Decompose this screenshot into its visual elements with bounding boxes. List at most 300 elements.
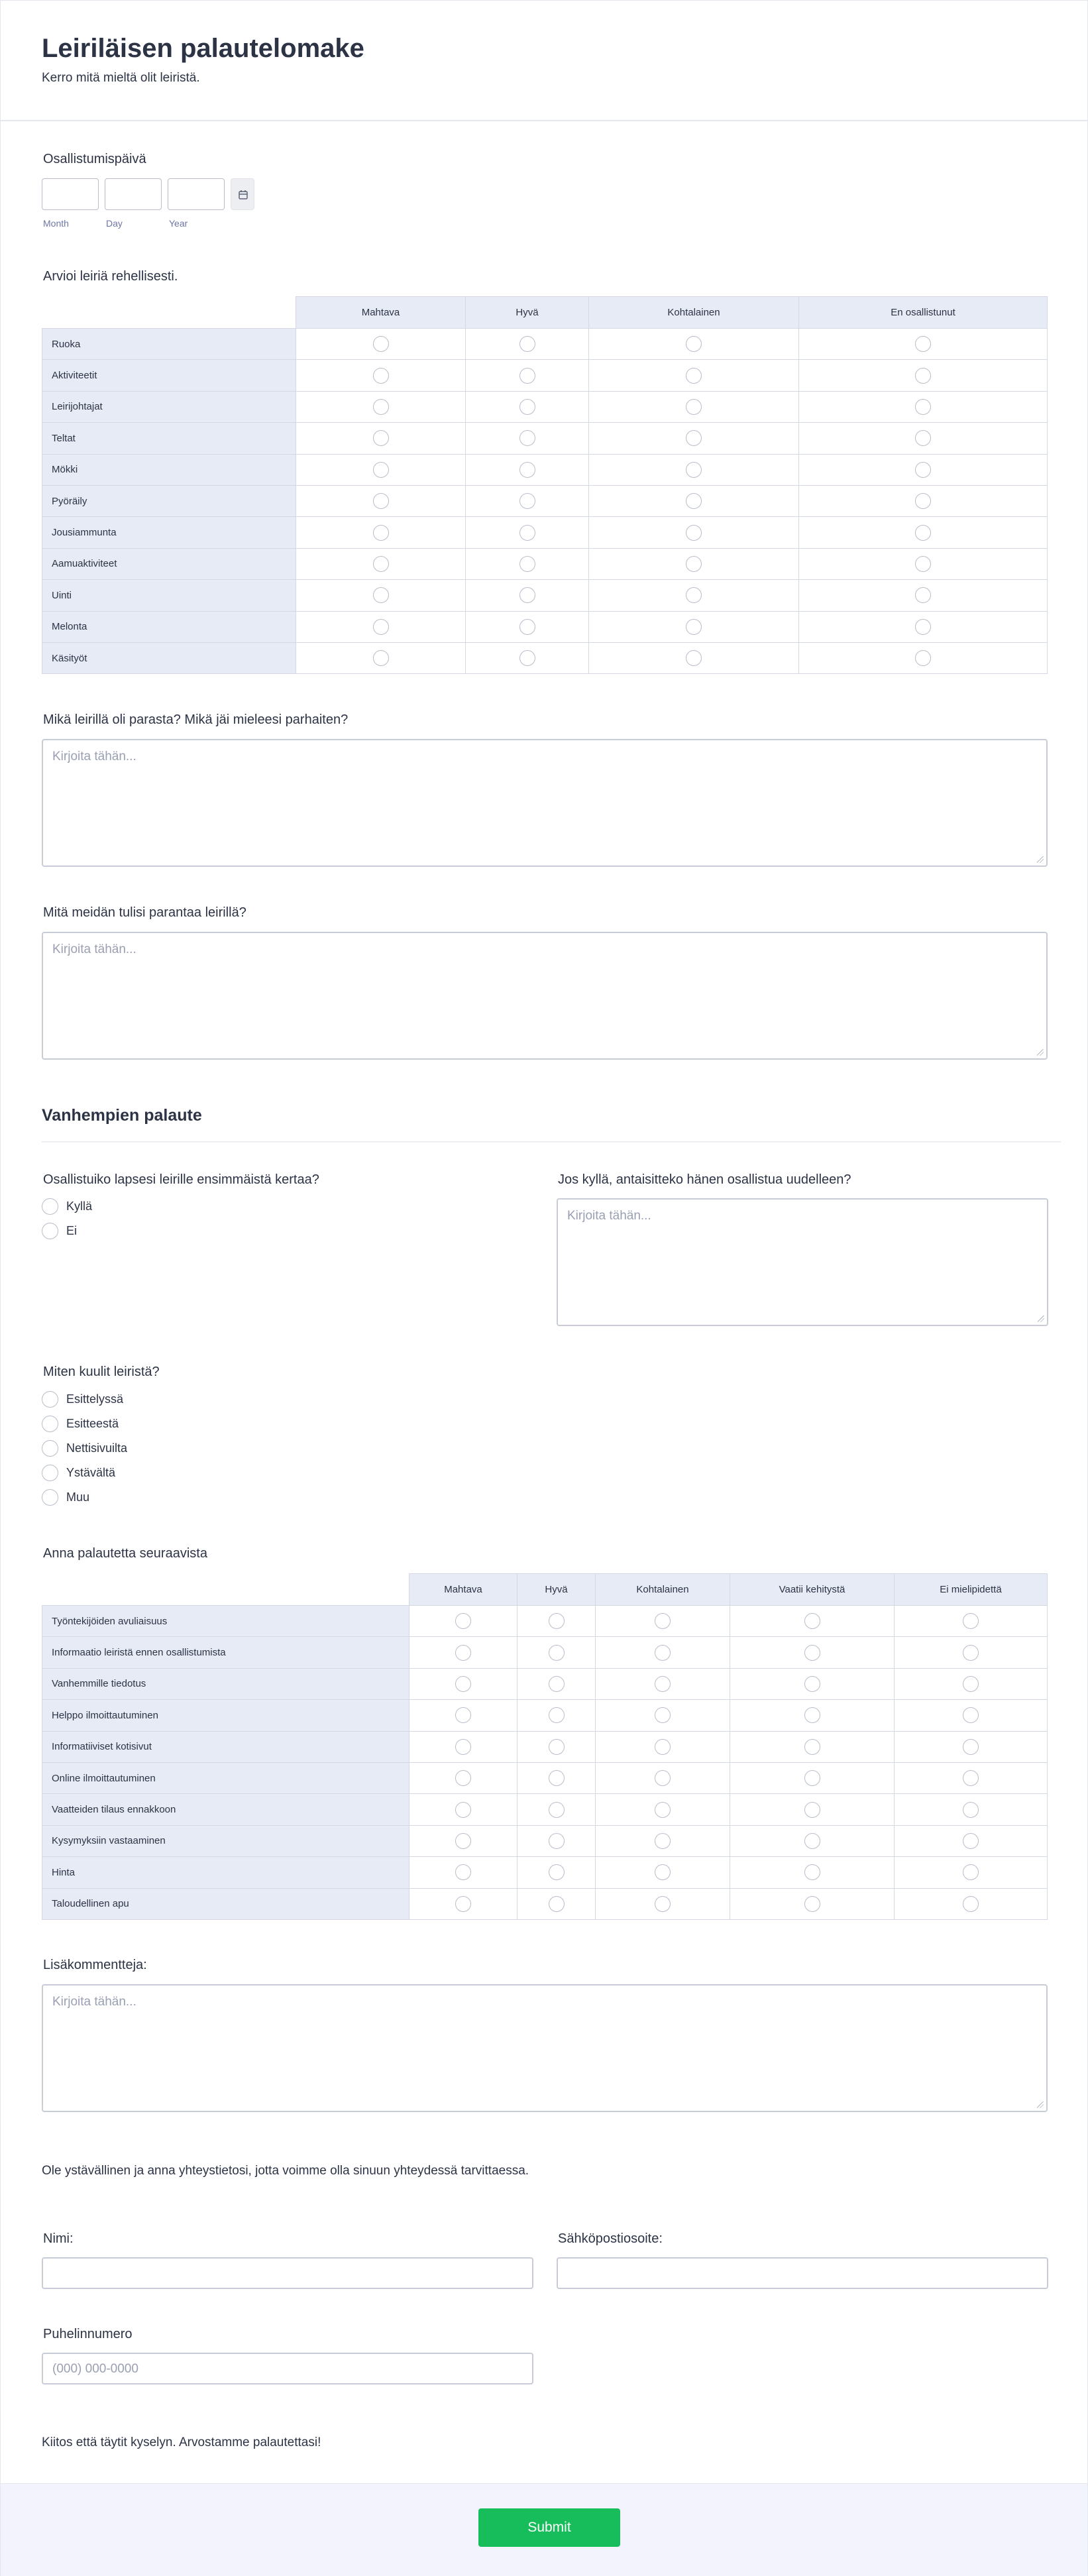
matrix-cell[interactable] <box>730 1762 895 1793</box>
radio-helppo-ilmoittautuminen-ei-mielipidetta[interactable] <box>963 1707 979 1723</box>
radio-hinta-ei-mielipidetta[interactable] <box>963 1864 979 1880</box>
radio-aamuaktiviteet-kohtalainen[interactable] <box>686 556 702 572</box>
matrix-cell[interactable] <box>517 1825 596 1856</box>
contact-intro-text: Ole ystävällinen ja anna yhteystietosi, jotta voimme olla sinuun yhteydessä tarvittaessa. <box>42 2164 529 2178</box>
matrix-row-label: Pyöräily <box>42 485 296 516</box>
radio-option-label: Ei <box>66 1224 78 1237</box>
matrix-column-header: Kohtalainen <box>589 297 799 329</box>
radio-helppo-ilmoittautuminen-kohtalainen[interactable] <box>655 1707 671 1723</box>
radio-online-ilmoittautuminen-kohtalainen[interactable] <box>655 1770 671 1786</box>
radio-button[interactable] <box>42 1198 58 1215</box>
matrix-cell[interactable] <box>517 1888 596 1919</box>
matrix-cell[interactable] <box>895 1888 1048 1919</box>
radio-informaatio-leirista-ennen-osallistumista-mahtava[interactable] <box>455 1645 471 1661</box>
matrix-row-label: Informatiiviset kotisivut <box>42 1731 409 1762</box>
matrix-cell[interactable] <box>296 642 466 673</box>
radio-aktiviteetit-en-osallistunut[interactable] <box>915 368 931 384</box>
radio-kasityot-kohtalainen[interactable] <box>686 650 702 666</box>
matrix-cell[interactable] <box>895 1825 1048 1856</box>
radio-option-muu[interactable] <box>42 1485 127 1510</box>
radio-tyontekijoiden-avuliaisuus-vaatii-kehitysta[interactable] <box>804 1613 820 1629</box>
radio-teltat-en-osallistunut[interactable] <box>915 430 931 446</box>
radio-ruoka-hyva[interactable] <box>519 336 535 352</box>
matrix-cell[interactable] <box>517 1762 596 1793</box>
feedback-matrix <box>42 1573 1048 1920</box>
matrix-cell[interactable] <box>296 329 466 360</box>
radio-option-no[interactable] <box>42 1219 92 1243</box>
email-input[interactable] <box>557 2257 1048 2289</box>
phone-input[interactable] <box>42 2353 533 2384</box>
radio-kasityot-mahtava[interactable] <box>373 650 389 666</box>
radio-tyontekijoiden-avuliaisuus-mahtava[interactable] <box>455 1613 471 1629</box>
radio-option-nettisivuilta[interactable] <box>42 1436 127 1461</box>
matrix-cell[interactable] <box>596 1637 730 1668</box>
matrix-row-label: Informaatio leiristä ennen osallistumista <box>42 1637 409 1668</box>
radio-ruoka-kohtalainen[interactable] <box>686 336 702 352</box>
matrix-row-label: Jousiammunta <box>42 517 296 548</box>
matrix-row <box>42 485 1048 516</box>
matrix-cell[interactable] <box>895 1794 1048 1825</box>
radio-aamuaktiviteet-mahtava[interactable] <box>373 556 389 572</box>
radio-kysymyksiin-vastaaminen-kohtalainen[interactable] <box>655 1833 671 1849</box>
matrix-cell[interactable] <box>409 1794 517 1825</box>
radio-vanhemmille-tiedotus-mahtava[interactable] <box>455 1676 471 1692</box>
matrix-row-label: Ruoka <box>42 329 296 360</box>
radio-jousiammunta-mahtava[interactable] <box>373 525 389 541</box>
matrix-corner <box>42 297 296 329</box>
matrix-cell[interactable] <box>799 454 1048 485</box>
matrix-row <box>42 360 1048 391</box>
matrix-cell[interactable] <box>799 391 1048 422</box>
radio-option-label: Kyllä <box>66 1200 93 1213</box>
matrix-cell[interactable] <box>589 580 799 611</box>
matrix-row-label: Käsityöt <box>42 642 296 673</box>
radio-aktiviteetit-hyva[interactable] <box>519 368 535 384</box>
matrix-row-label: Mökki <box>42 454 296 485</box>
radio-vanhemmille-tiedotus-kohtalainen[interactable] <box>655 1676 671 1692</box>
radio-vaatteiden-tilaus-ennakkoon-ei-mielipidetta[interactable] <box>963 1802 979 1818</box>
camp-rating-matrix <box>42 296 1048 674</box>
matrix-row-label: Online ilmoittautuminen <box>42 1762 409 1793</box>
matrix-cell[interactable] <box>730 1888 895 1919</box>
radio-pyoraily-hyva[interactable] <box>519 493 535 509</box>
matrix-cell[interactable] <box>596 1794 730 1825</box>
radio-button[interactable] <box>42 1391 58 1408</box>
matrix-row <box>42 1794 1048 1825</box>
matrix-row-label: Vanhemmille tiedotus <box>42 1668 409 1699</box>
matrix-row <box>42 1668 1048 1699</box>
email-label: Sähköpostiosoite: <box>558 2231 663 2246</box>
radio-melonta-en-osallistunut[interactable] <box>915 619 931 635</box>
matrix-row-label: Leirijohtajat <box>42 391 296 422</box>
improve-textarea[interactable] <box>42 932 1048 1060</box>
matrix-cell[interactable] <box>799 611 1048 642</box>
matrix-cell[interactable] <box>589 517 799 548</box>
matrix-cell[interactable] <box>730 1731 895 1762</box>
matrix-row-label: Työntekijöiden avuliaisuus <box>42 1606 409 1637</box>
matrix-cell[interactable] <box>730 1794 895 1825</box>
matrix-column-header: Hyvä <box>466 297 589 329</box>
heard-from-options <box>42 1387 127 1510</box>
matrix-cell[interactable] <box>799 423 1048 454</box>
matrix-cell[interactable] <box>466 360 589 391</box>
matrix-column-header: Vaatii kehitystä <box>730 1574 895 1606</box>
radio-vaatteiden-tilaus-ennakkoon-mahtava[interactable] <box>455 1802 471 1818</box>
radio-leirijohtajat-kohtalainen[interactable] <box>686 399 702 415</box>
radio-informaatio-leirista-ennen-osallistumista-kohtalainen[interactable] <box>655 1645 671 1661</box>
radio-informaatio-leirista-ennen-osallistumista-hyva[interactable] <box>549 1645 565 1661</box>
matrix-cell[interactable] <box>895 1857 1048 1888</box>
matrix-row <box>42 454 1048 485</box>
matrix-cell[interactable] <box>517 1637 596 1668</box>
matrix-cell[interactable] <box>596 1888 730 1919</box>
matrix-cell[interactable] <box>466 454 589 485</box>
radio-taloudellinen-apu-mahtava[interactable] <box>455 1896 471 1912</box>
matrix-row <box>42 391 1048 422</box>
resize-handle-icon[interactable] <box>1037 1049 1044 1056</box>
matrix-row <box>42 642 1048 673</box>
resize-handle-icon[interactable] <box>1037 856 1044 863</box>
matrix-row-label: Uinti <box>42 580 296 611</box>
matrix-cell[interactable] <box>589 611 799 642</box>
matrix-cell[interactable] <box>895 1606 1048 1637</box>
calendar-button[interactable] <box>231 178 254 210</box>
matrix-cell[interactable] <box>589 485 799 516</box>
matrix-cell[interactable] <box>517 1668 596 1699</box>
matrix-cell[interactable] <box>730 1700 895 1731</box>
matrix-cell[interactable] <box>517 1700 596 1731</box>
again-textarea[interactable] <box>557 1198 1048 1326</box>
matrix-row <box>42 611 1048 642</box>
radio-button[interactable] <box>42 1416 58 1432</box>
matrix-cell[interactable] <box>409 1762 517 1793</box>
matrix-row-label: Teltat <box>42 423 296 454</box>
matrix-cell[interactable] <box>517 1731 596 1762</box>
form-title: Leiriläisen palautelomake <box>42 34 364 63</box>
matrix-cell[interactable] <box>296 517 466 548</box>
radio-leirijohtajat-en-osallistunut[interactable] <box>915 399 931 415</box>
attendance-date-label: Osallistumispäivä <box>43 152 146 166</box>
radio-kysymyksiin-vastaaminen-mahtava[interactable] <box>455 1833 471 1849</box>
matrix-cell[interactable] <box>895 1668 1048 1699</box>
radio-button[interactable] <box>42 1465 58 1481</box>
matrix-cell[interactable] <box>466 391 589 422</box>
matrix-cell[interactable] <box>409 1825 517 1856</box>
radio-taloudellinen-apu-hyva[interactable] <box>549 1896 565 1912</box>
matrix-cell[interactable] <box>466 485 589 516</box>
radio-informaatio-leirista-ennen-osallistumista-vaatii-kehitysta[interactable] <box>804 1645 820 1661</box>
radio-vanhemmille-tiedotus-vaatii-kehitysta[interactable] <box>804 1676 820 1692</box>
matrix-cell[interactable] <box>799 485 1048 516</box>
radio-mokki-hyva[interactable] <box>519 462 535 478</box>
matrix-cell[interactable] <box>409 1668 517 1699</box>
radio-teltat-hyva[interactable] <box>519 430 535 446</box>
radio-online-ilmoittautuminen-hyva[interactable] <box>549 1770 565 1786</box>
radio-button[interactable] <box>42 1223 58 1239</box>
matrix-row-label: Vaatteiden tilaus ennakkoon <box>42 1794 409 1825</box>
resize-handle-icon[interactable] <box>1038 1316 1044 1322</box>
camp-rating-label: Arvioi leiriä rehellisesti. <box>43 269 178 284</box>
matrix-cell[interactable] <box>799 360 1048 391</box>
matrix-cell[interactable] <box>589 454 799 485</box>
radio-mokki-kohtalainen[interactable] <box>686 462 702 478</box>
matrix-column-header: Mahtava <box>409 1574 517 1606</box>
matrix-cell[interactable] <box>589 360 799 391</box>
radio-hinta-vaatii-kehitysta[interactable] <box>804 1864 820 1880</box>
radio-option-ystavalta[interactable] <box>42 1461 127 1485</box>
radio-informatiiviset-kotisivut-kohtalainen[interactable] <box>655 1739 671 1755</box>
name-label: Nimi: <box>43 2231 74 2246</box>
phone-placeholder: (000) 000-0000 <box>52 2362 138 2376</box>
matrix-cell[interactable] <box>799 517 1048 548</box>
matrix-cell[interactable] <box>296 485 466 516</box>
radio-tyontekijoiden-avuliaisuus-ei-mielipidetta[interactable] <box>963 1613 979 1629</box>
year-sublabel: Year <box>169 218 188 229</box>
best-part-placeholder: Kirjoita tähän... <box>52 750 136 763</box>
matrix-cell[interactable] <box>730 1637 895 1668</box>
radio-teltat-kohtalainen[interactable] <box>686 430 702 446</box>
matrix-row-label: Aktiviteetit <box>42 360 296 391</box>
matrix-row <box>42 1731 1048 1762</box>
comments-label: Lisäkommentteja: <box>43 1958 147 1972</box>
calendar-icon <box>231 179 255 211</box>
radio-uinti-hyva[interactable] <box>519 587 535 603</box>
matrix-row <box>42 1825 1048 1856</box>
radio-mokki-en-osallistunut[interactable] <box>915 462 931 478</box>
matrix-cell[interactable] <box>596 1606 730 1637</box>
matrix-row-label: Taloudellinen apu <box>42 1888 409 1919</box>
matrix-row <box>42 1857 1048 1888</box>
radio-melonta-mahtava[interactable] <box>373 619 389 635</box>
radio-pyoraily-en-osallistunut[interactable] <box>915 493 931 509</box>
matrix-cell[interactable] <box>466 611 589 642</box>
radio-jousiammunta-en-osallistunut[interactable] <box>915 525 931 541</box>
matrix-row <box>42 1637 1048 1668</box>
matrix-cell[interactable] <box>799 642 1048 673</box>
matrix-cell[interactable] <box>296 423 466 454</box>
matrix-cell[interactable] <box>466 548 589 579</box>
matrix-cell[interactable] <box>895 1731 1048 1762</box>
radio-teltat-mahtava[interactable] <box>373 430 389 446</box>
first-time-label: Osallistuiko lapsesi leirille ensimmäistä kertaa? <box>43 1172 319 1187</box>
radio-hinta-hyva[interactable] <box>549 1864 565 1880</box>
radio-informaatio-leirista-ennen-osallistumista-ei-mielipidetta[interactable] <box>963 1645 979 1661</box>
radio-vaatteiden-tilaus-ennakkoon-hyva[interactable] <box>549 1802 565 1818</box>
radio-helppo-ilmoittautuminen-mahtava[interactable] <box>455 1707 471 1723</box>
resize-handle-icon[interactable] <box>1037 2101 1044 2108</box>
day-input[interactable] <box>105 178 162 210</box>
matrix-row-label: Melonta <box>42 611 296 642</box>
matrix-row <box>42 548 1048 579</box>
radio-informatiiviset-kotisivut-vaatii-kehitysta[interactable] <box>804 1739 820 1755</box>
radio-option-esittelyssa[interactable] <box>42 1387 127 1412</box>
month-input[interactable] <box>42 178 99 210</box>
radio-pyoraily-mahtava[interactable] <box>373 493 389 509</box>
radio-vanhemmille-tiedotus-ei-mielipidetta[interactable] <box>963 1676 979 1692</box>
radio-button[interactable] <box>42 1489 58 1506</box>
radio-leirijohtajat-hyva[interactable] <box>519 399 535 415</box>
matrix-cell[interactable] <box>895 1700 1048 1731</box>
radio-kasityot-en-osallistunut[interactable] <box>915 650 931 666</box>
matrix-row-label: Hinta <box>42 1857 409 1888</box>
matrix-cell[interactable] <box>596 1857 730 1888</box>
radio-vanhemmille-tiedotus-hyva[interactable] <box>549 1676 565 1692</box>
radio-option-label: Esittelyssä <box>66 1392 124 1406</box>
year-input[interactable] <box>168 178 225 210</box>
radio-tyontekijoiden-avuliaisuus-hyva[interactable] <box>549 1613 565 1629</box>
matrix-cell[interactable] <box>466 642 589 673</box>
matrix-column-header: En osallistunut <box>799 297 1048 329</box>
matrix-cell[interactable] <box>466 423 589 454</box>
radio-helppo-ilmoittautuminen-hyva[interactable] <box>549 1707 565 1723</box>
radio-online-ilmoittautuminen-ei-mielipidetta[interactable] <box>963 1770 979 1786</box>
radio-option-esitteesta[interactable] <box>42 1412 127 1436</box>
comments-placeholder: Kirjoita tähän... <box>52 1995 136 2009</box>
matrix-cell[interactable] <box>596 1762 730 1793</box>
matrix-cell[interactable] <box>596 1731 730 1762</box>
matrix-cell[interactable] <box>409 1731 517 1762</box>
matrix-cell[interactable] <box>589 423 799 454</box>
matrix-cell[interactable] <box>895 1762 1048 1793</box>
month-sublabel: Month <box>43 218 69 229</box>
radio-jousiammunta-hyva[interactable] <box>519 525 535 541</box>
thanks-text: Kiitos että täytit kyselyn. Arvostamme palautettasi! <box>42 2436 321 2449</box>
radio-vaatteiden-tilaus-ennakkoon-kohtalainen[interactable] <box>655 1802 671 1818</box>
matrix-row <box>42 517 1048 548</box>
matrix-cell[interactable] <box>799 580 1048 611</box>
radio-tyontekijoiden-avuliaisuus-kohtalainen[interactable] <box>655 1613 671 1629</box>
matrix-row <box>42 1888 1048 1919</box>
radio-taloudellinen-apu-vaatii-kehitysta[interactable] <box>804 1896 820 1912</box>
name-input[interactable] <box>42 2257 533 2289</box>
matrix-cell[interactable] <box>466 329 589 360</box>
matrix-cell[interactable] <box>517 1857 596 1888</box>
radio-option-label: Esitteestä <box>66 1417 119 1430</box>
matrix-column-header: Hyvä <box>517 1574 596 1606</box>
matrix-cell[interactable] <box>409 1857 517 1888</box>
radio-vaatteiden-tilaus-ennakkoon-vaatii-kehitysta[interactable] <box>804 1802 820 1818</box>
radio-online-ilmoittautuminen-vaatii-kehitysta[interactable] <box>804 1770 820 1786</box>
radio-ruoka-mahtava[interactable] <box>373 336 389 352</box>
radio-online-ilmoittautuminen-mahtava[interactable] <box>455 1770 471 1786</box>
radio-button[interactable] <box>42 1440 58 1457</box>
matrix-cell[interactable] <box>589 548 799 579</box>
radio-uinti-en-osallistunut[interactable] <box>915 587 931 603</box>
matrix-cell[interactable] <box>589 329 799 360</box>
again-placeholder: Kirjoita tähän... <box>567 1209 651 1223</box>
radio-melonta-kohtalainen[interactable] <box>686 619 702 635</box>
matrix-cell[interactable] <box>596 1825 730 1856</box>
matrix-row <box>42 423 1048 454</box>
form-subtitle: Kerro mitä mieltä olit leiristä. <box>42 71 200 85</box>
radio-taloudellinen-apu-kohtalainen[interactable] <box>655 1896 671 1912</box>
improve-label: Mitä meidän tulisi parantaa leirillä? <box>43 905 246 920</box>
again-label: Jos kyllä, antaisitteko hänen osallistua uudelleen? <box>558 1172 851 1187</box>
matrix-cell[interactable] <box>296 580 466 611</box>
comments-textarea[interactable] <box>42 1984 1048 2112</box>
matrix-cell[interactable] <box>589 642 799 673</box>
best-part-label: Mikä leirillä oli parasta? Mikä jäi mieleesi parhaiten? <box>43 712 349 727</box>
matrix-cell[interactable] <box>409 1700 517 1731</box>
matrix-cell[interactable] <box>466 517 589 548</box>
radio-kysymyksiin-vastaaminen-ei-mielipidetta[interactable] <box>963 1833 979 1849</box>
matrix-column-header: Kohtalainen <box>596 1574 730 1606</box>
radio-aamuaktiviteet-en-osallistunut[interactable] <box>915 556 931 572</box>
radio-informatiiviset-kotisivut-mahtava[interactable] <box>455 1739 471 1755</box>
radio-uinti-mahtava[interactable] <box>373 587 389 603</box>
matrix-cell[interactable] <box>466 580 589 611</box>
radio-helppo-ilmoittautuminen-vaatii-kehitysta[interactable] <box>804 1707 820 1723</box>
matrix-cell[interactable] <box>596 1668 730 1699</box>
matrix-row <box>42 329 1048 360</box>
matrix-column-header: Mahtava <box>296 297 466 329</box>
radio-taloudellinen-apu-ei-mielipidetta[interactable] <box>963 1896 979 1912</box>
radio-kysymyksiin-vastaaminen-hyva[interactable] <box>549 1833 565 1849</box>
radio-aktiviteetit-kohtalainen[interactable] <box>686 368 702 384</box>
radio-option-label: Ystävältä <box>66 1466 116 1479</box>
radio-pyoraily-kohtalainen[interactable] <box>686 493 702 509</box>
radio-melonta-hyva[interactable] <box>519 619 535 635</box>
radio-option-label: Muu <box>66 1490 90 1504</box>
improve-placeholder: Kirjoita tähän... <box>52 942 136 956</box>
matrix-cell[interactable] <box>296 360 466 391</box>
matrix-cell[interactable] <box>409 1606 517 1637</box>
matrix-cell[interactable] <box>517 1606 596 1637</box>
radio-leirijohtajat-mahtava[interactable] <box>373 399 389 415</box>
matrix-cell[interactable] <box>296 391 466 422</box>
matrix-cell[interactable] <box>409 1637 517 1668</box>
best-part-textarea[interactable] <box>42 739 1048 867</box>
matrix-cell[interactable] <box>296 611 466 642</box>
matrix-cell[interactable] <box>730 1668 895 1699</box>
radio-ruoka-en-osallistunut[interactable] <box>915 336 931 352</box>
matrix-row-label: Kysymyksiin vastaaminen <box>42 1825 409 1856</box>
radio-uinti-kohtalainen[interactable] <box>686 587 702 603</box>
radio-aamuaktiviteet-hyva[interactable] <box>519 556 535 572</box>
submit-button[interactable]: Submit <box>478 2508 620 2547</box>
matrix-row <box>42 1700 1048 1731</box>
matrix-cell[interactable] <box>409 1888 517 1919</box>
matrix-cell[interactable] <box>895 1637 1048 1668</box>
radio-option-yes[interactable] <box>42 1194 92 1219</box>
matrix-cell[interactable] <box>589 391 799 422</box>
matrix-cell[interactable] <box>296 454 466 485</box>
day-sublabel: Day <box>106 218 123 229</box>
matrix-cell[interactable] <box>799 329 1048 360</box>
matrix-cell[interactable] <box>799 548 1048 579</box>
radio-aktiviteetit-mahtava[interactable] <box>373 368 389 384</box>
radio-kasityot-hyva[interactable] <box>519 650 535 666</box>
radio-hinta-kohtalainen[interactable] <box>655 1864 671 1880</box>
matrix-cell[interactable] <box>730 1606 895 1637</box>
radio-informatiiviset-kotisivut-hyva[interactable] <box>549 1739 565 1755</box>
radio-kysymyksiin-vastaaminen-vaatii-kehitysta[interactable] <box>804 1833 820 1849</box>
matrix-cell[interactable] <box>596 1700 730 1731</box>
matrix-row-label: Aamuaktiviteet <box>42 548 296 579</box>
section-divider <box>42 1141 1061 1143</box>
matrix-cell[interactable] <box>730 1825 895 1856</box>
matrix-column-header: Ei mielipidettä <box>895 1574 1048 1606</box>
radio-jousiammunta-kohtalainen[interactable] <box>686 525 702 541</box>
radio-mokki-mahtava[interactable] <box>373 462 389 478</box>
matrix-cell[interactable] <box>296 548 466 579</box>
radio-hinta-mahtava[interactable] <box>455 1864 471 1880</box>
parents-section-heading: Vanhempien palaute <box>42 1106 202 1125</box>
matrix-cell[interactable] <box>517 1794 596 1825</box>
matrix-corner <box>42 1574 409 1606</box>
matrix-cell[interactable] <box>730 1857 895 1888</box>
radio-informatiiviset-kotisivut-ei-mielipidetta[interactable] <box>963 1739 979 1755</box>
